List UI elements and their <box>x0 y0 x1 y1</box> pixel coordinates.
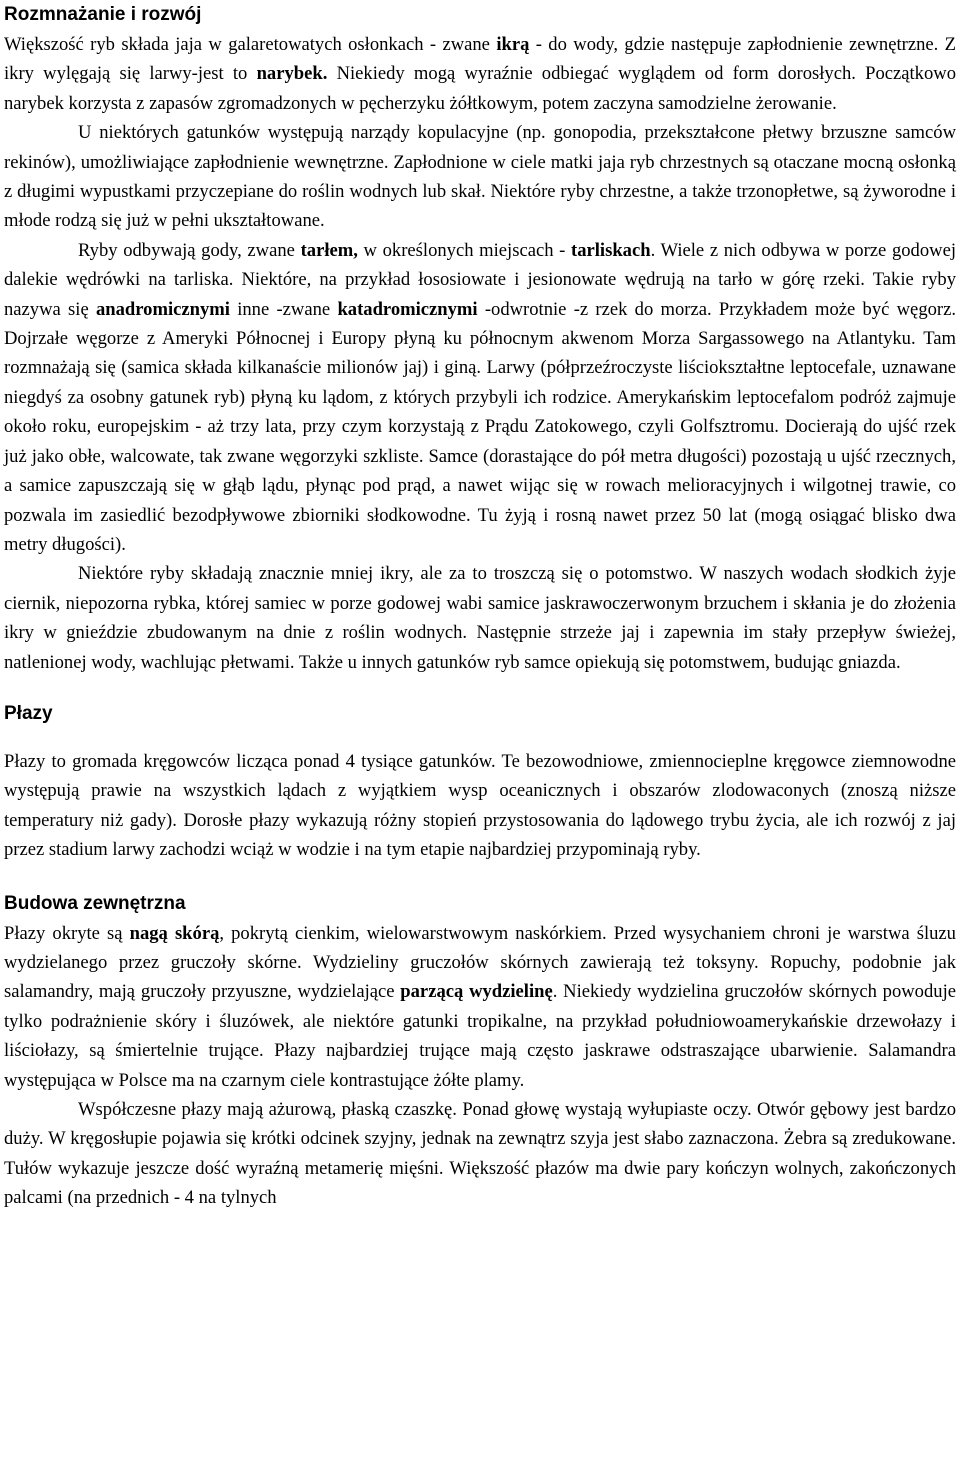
text-run: . Wiele z nich odbywa w porze godowej dalekie wędrówki na tarliska. Niektóre, na przykład łososiowate i jesionowate wędrują na tarło w górę rzeki. Takie ryby nazywa się <box>4 239 956 320</box>
text-run: Płazy to gromada kręgowców licząca ponad 4 tysiące gatunków. Te bezowodniowe, zmiennocieplne kręgowce ziemnowodne występują prawie na wszystkich lądach z wyjątkiem wysp oceanicznych i obszarów zlodowaconych (znoszą niższe temperatury niż gady). Dorosłe płazy wykazują różny stopień przystosowania do lądowego trybu życia, ale ich rozwój z jaj przez stadium larwy zachodzi wciąż w wodzie i na tym etapie najbardziej przypominają ryby. <box>4 750 956 861</box>
text-run: Niekiedy mogą wyraźnie odbiegać wyglądem od form dorosłych. Początkowo narybek korzysta z zapasów zgromadzonych w pęcherzyku żółtkowym, potem zaczyna samodzielne żerowanie. <box>4 63 956 114</box>
text-run: Większość ryb składa jaja w galaretowatych osłonkach - zwane <box>4 34 497 55</box>
paragraph-external-structure-2 <box>4 1095 956 1213</box>
bold-term: ikrą <box>496 34 530 55</box>
bold-term: tarłem, <box>300 239 358 261</box>
paragraph-amphibians-1 <box>4 747 956 865</box>
bold-term: nagą skórą <box>129 922 220 944</box>
text-run: w określonych miejscach - <box>357 239 572 261</box>
paragraph-external-structure-1 <box>4 919 956 1095</box>
bold-term: anadromicznymi <box>95 298 230 320</box>
section-heading-external-structure: Budowa zewnętrzna <box>4 892 186 914</box>
text-run: U niektórych gatunków występują narządy kopulacyjne (np. gonopodia, przekształcone płetwy brzuszne samców rekinów), umożliwiające zapłodnienie wewnętrzne. Zapłodnione w ciele matki jaja ryb chrzestnych są otaczane mocną osłonką z długimi wypustkami przyczepiane do roślin wodnych lub skał. Niektóre ryby chrzestne, a także trzonopłetwe, są żyworodne i młode rodzą się już w pełni ukształtowane. <box>4 122 956 232</box>
bold-term: katadromicznymi <box>337 298 478 320</box>
text-run: Niektóre ryby składają znacznie mniej ikry, ale za to troszczą się o potomstwo. W naszych wodach słodkich żyje ciernik, niepozorna rybka, której samiec w porze godowej wabi samice jaskrawoczerwonym brzuchem i skłania je do złożenia ikry w gnieździe zbudowanym na dnie z roślin wodnych. Następnie strzeże jaj i zapewnia im stały przepływ świeżej, natlenionej wody, wachlując płetwami. Także u innych gatunków ryb samce opiekują się potomstwem, budując gniazda. <box>4 563 956 673</box>
bold-term: tarliskach <box>571 239 651 261</box>
paragraph-reproduction-3 <box>4 236 956 559</box>
text-run: inne -zwane <box>229 298 338 320</box>
paragraph-reproduction-4 <box>4 559 956 677</box>
bold-term: parzącą wydzielinę <box>400 981 553 1003</box>
bold-term: narybek. <box>256 63 328 85</box>
text-run: Ryby odbywają gody, zwane <box>78 239 301 261</box>
text-run: -odwrotnie -z rzek do morza. Przykładem może być węgorz. Dojrzałe węgorze z Ameryki Północnej i Europy płyną ku północnym akwenom Morza Sargassowego na Atlantyku. Tam rozmnażają się (samica składa kilkanaście milionów jaj) i giną. Larwy (półprzeźroczyste liściokształtne leptocefale, uznawane niegdyś za osobny gatunek ryb) płyną ku lądom, z których przybyli ich rodzice. Amerykańskim leptocefalom podróż zajmuje około roku, europejskim - aż trzy lata, przy czym korzystają z Prądu Zatokowego, czyli Golfsztromu. Docierają do ujść rzek już jako obłe, walcowate, tak zwane węgorzyki szkliste. Samce (dorastające do pół metra długości) pozostają u ujść rzecznych, a samice zapuszczają się w głąb lądu, płynąc pod prąd, a nawet wijąc się w rowach melioracyjnych i wilgotnej trawie, co pozwala im zasiedlić bezodpływowe zbiorniki słodkowodne. Tu żyją i rosną nawet przez 50 lat (mogą osiągać blisko dwa metry długości). <box>4 298 957 555</box>
text-run: . Niekiedy wydzielina gruczołów skórnych powoduje tylko podrażnienie skóry i śluzówek, ale niektóre gatunki tropikalne, na przykład południowoamerykańskie drzewołazy i liściołazy, są śmiertelnie trujące. Płazy najbardziej trujące mają często jaskrawe odstraszające ubarwienie. Salamandra występująca w Polsce ma na czarnym ciele kontrastujące żółte plamy. <box>4 981 956 1091</box>
section-heading-reproduction: Rozmnażanie i rozwój <box>4 4 202 25</box>
text-run: Płazy okryte są <box>4 922 130 944</box>
text-run: , pokrytą cienkim, wielowarstwowym naskórkiem. Przed wysychaniem chroni je warstwa śluzu wydzielanego przez gruczoły skórne. Wydzieliny gruczołów skórnych zawierają też toksyny. Ropuchy, podobnie jak salamandry, mają gruczoły przyuszne, wydzielające <box>4 922 956 1003</box>
section-heading-amphibians: Płazy <box>4 702 53 724</box>
text-run: Współczesne płazy mają ażurową, płaską czaszkę. Ponad głowę wystają wyłupiaste oczy. Otwór gębowy jest bardzo duży. W kręgosłupie pojawia się krótki odcinek szyjny, jednak na zewnątrz szyja jest słabo zaznaczona. Żebra są zredukowane. Tułów wykazuje jeszcze dość wyraźną metamerię mięśni. Większość płazów ma dwie pary kończyn wolnych, zakończonych palcami (na przednich - 4 na tylnych <box>4 1099 956 1209</box>
paragraph-reproduction-1 <box>4 30 956 118</box>
paragraph-reproduction-2 <box>4 118 956 236</box>
text-run: - do wody, gdzie następuje zapłodnienie zewnętrzne. Z ikry wylęgają się larwy-jest to <box>4 34 956 85</box>
